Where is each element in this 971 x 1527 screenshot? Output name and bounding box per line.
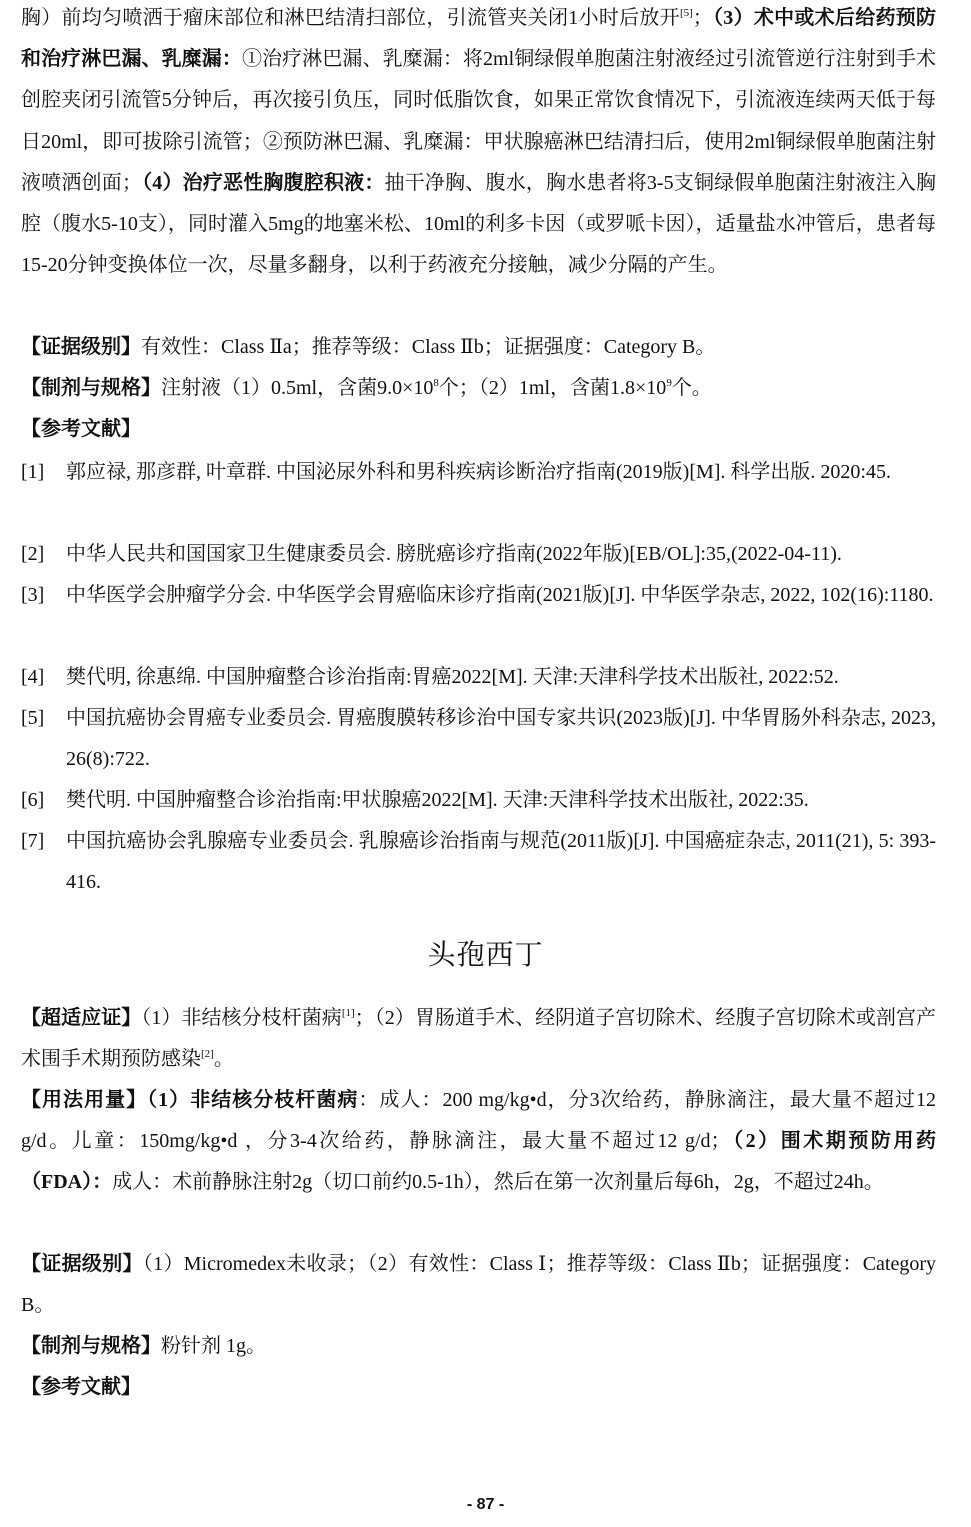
- section-label: 【用法用量】: [21, 1089, 148, 1111]
- section-label: 【制剂与规格】: [21, 377, 161, 399]
- drug-title: 头孢西丁: [427, 940, 544, 971]
- reference-item: [21, 534, 936, 575]
- page-number: - 87 -: [466, 1496, 505, 1513]
- para-text: ；: [692, 7, 713, 29]
- reference-text: 郭应禄, 那彦群, 叶章群. 中国泌尿外科和男科疾病诊断治疗指南(2019版)[M]. 科学出版. 2020:45.: [66, 461, 891, 483]
- exponent: 8: [433, 377, 439, 389]
- indication-text: ；（2）胃肠道手术、经阴道子宫切除术、经腹子宫切除术或剖宫产术围手术期预防感染: [21, 1007, 937, 1071]
- reference-text: 樊代明, 徐惠绵. 中国肿瘤整合诊治指南:胃癌2022[M]. 天津:天津科学技术出版社, 2022:52.: [66, 666, 839, 688]
- reference-item: [21, 657, 936, 698]
- reference-number: [7]: [21, 830, 45, 852]
- references-heading-2: 【参考文献】: [21, 1376, 141, 1398]
- continued-paragraph: [21, 0, 936, 286]
- section-label: 【证据级别】: [21, 1253, 143, 1275]
- indication-text: （1）非结核分枝杆菌病: [141, 1007, 342, 1029]
- spec-text: 个；（2）1ml，含菌1.8×10: [438, 377, 667, 399]
- section-label: 【证据级别】: [21, 336, 141, 358]
- citation-sup: [2]: [201, 1048, 214, 1061]
- para-text: 抽干净胸、腹水，胸水患者将3-5支铜绿假单胞菌注射液注入胸腔（腹水5-10支），同时灌入5mg的地塞米松、10ml的利多卡因（或罗哌卡因），适量盐水冲管后，患者每15-20分钟变换体位一次，尽量多翻身，以利于药液充分接触，减少分隔的产生。: [21, 171, 937, 277]
- usage-text: 成人：术前静脉注射2g（切口前约0.5-1h），然后在第一次剂量后每6h，2g，不超过24h。: [112, 1171, 884, 1194]
- bold-heading: （4）治疗恶性胸腹腔积液：: [141, 171, 385, 194]
- reference-text: 中国抗癌协会乳腺癌专业委员会. 乳腺癌诊治指南与规范(2011版)[J]. 中国癌症杂志, 2011(21), 5: 393-416.: [66, 830, 936, 894]
- section-label: 【制剂与规格】: [21, 1335, 161, 1357]
- reference-item: [21, 575, 936, 616]
- reference-text: 中华人民共和国国家卫生健康委员会. 膀胱癌诊疗指南(2022年版)[EB/OL]:35,(2022-04-11).: [66, 543, 842, 565]
- evidence-level: [21, 327, 936, 368]
- spec-text: 个。: [671, 377, 712, 399]
- bold-heading: （2）围术期预防用药（FDA）：: [21, 1130, 937, 1194]
- reference-text: 中国抗癌协会胃癌专业委员会. 胃癌腹膜转移诊治中国专家共识(2023版)[J]. 中华胃肠外科杂志, 2023, 26(8):722.: [66, 707, 936, 771]
- para-text: 胸）前均匀喷洒于瘤床部位和淋巴结清扫部位，引流管夹关闭1小时后放开: [21, 7, 680, 29]
- reference-text: 樊代明. 中国肿瘤整合诊治指南:甲状腺癌2022[M]. 天津:天津科学技术出版社, 2022:35.: [66, 789, 809, 811]
- reference-number: [1]: [21, 461, 45, 483]
- reference-number: [3]: [21, 584, 45, 606]
- exponent: 9: [666, 377, 672, 389]
- reference-number: [4]: [21, 666, 45, 688]
- section-label: 【超适应证】: [21, 1007, 142, 1029]
- formulation-spec: [21, 368, 936, 409]
- reference-number: [5]: [21, 707, 45, 729]
- reference-number: [2]: [21, 543, 45, 565]
- spec-text: 粉针剂 1g。: [161, 1335, 266, 1357]
- indication-text: 。: [213, 1048, 234, 1071]
- formulation-spec-2: [21, 1326, 936, 1367]
- references-heading: 【参考文献】: [21, 418, 141, 440]
- reference-item: [21, 452, 936, 493]
- spec-text: 注射液（1）0.5ml，含菌9.0×10: [161, 377, 434, 399]
- reference-number: [6]: [21, 789, 45, 811]
- bold-heading: （1）非结核分枝杆菌病: [147, 1089, 359, 1111]
- evidence-text: 有效性：Class Ⅱa；推荐等级：Class Ⅱb；证据强度：Category B。: [141, 336, 716, 358]
- reference-text: 中华医学会肿瘤学分会. 中华医学会胃癌临床诊疗指南(2021版)[J]. 中华医学杂志, 2022, 102(16):1180.: [66, 584, 934, 606]
- reference-item: [21, 698, 936, 780]
- evidence-level-2: [21, 1244, 936, 1326]
- evidence-text: （1）Micromedex未收录；（2）有效性：Class Ⅰ；推荐等级：Class Ⅱb；证据强度：Category B。: [21, 1253, 937, 1317]
- usage-dosage: [21, 1080, 936, 1204]
- citation-sup: [5]: [679, 7, 693, 19]
- bold-heading: （3）术中或术后给药预防和治疗淋巴漏、乳糜漏：: [21, 7, 937, 71]
- reference-item: [21, 821, 936, 903]
- citation-sup: [1]: [341, 1007, 355, 1019]
- para-text: ①治疗淋巴漏、乳糜漏：将2ml铜绿假单胞菌注射液经过引流管逆行注射到手术创腔夹闭引流管5分钟后，再次接引负压，同时低脂饮食，如果正常饮食情况下，引流液连续两天低于每日20ml，即可拔除引流管；②预防淋巴漏、乳糜漏：甲状腺癌淋巴结清扫后，使用2ml铜绿假单胞菌注射液喷洒创面；: [21, 48, 936, 194]
- usage-text: ：成人：200 mg/kg•d，分3次给药，静脉滴注，最大量不超过12 g/d。儿童：150mg/kg•d ，分3-4次给药，静脉滴注，最大量不超过12 g/d；: [21, 1089, 937, 1153]
- off-label-indication: [21, 998, 936, 1080]
- reference-item: [21, 780, 936, 821]
